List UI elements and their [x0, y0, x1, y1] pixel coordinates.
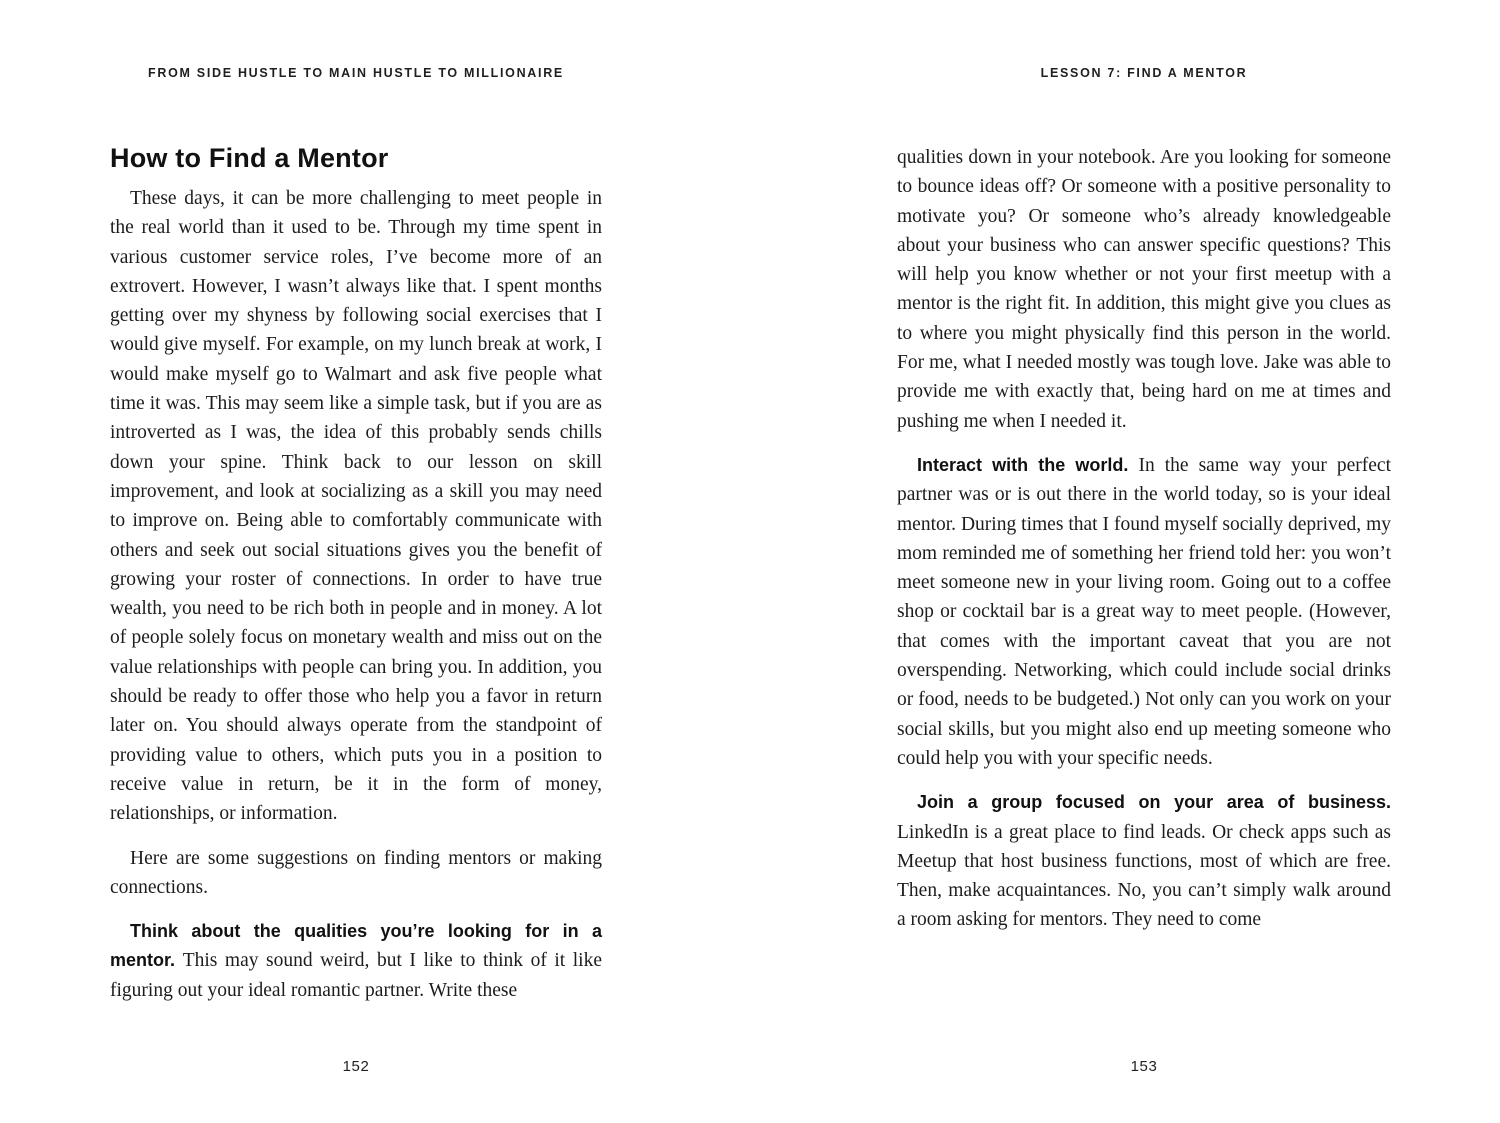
- right-page-content: [897, 143, 1391, 935]
- left-page: [110, 0, 602, 1123]
- left-page-content: [110, 143, 602, 1005]
- running-head-right: LESSON 7: FIND A MENTOR: [1040, 66, 1248, 80]
- paragraph: Here are some suggestions on finding mentors or making connections.: [110, 847, 602, 898]
- paragraph: Interact with the world. In the same way your perfect partner was or is out there in the world today, so is your ideal mentor. During times that I found myself socially deprived, my mom reminded me of something her friend told her: you won’t meet someone new in your living room. Going out to a coffee shop or cocktail bar is a great way to meet people. (However, that comes with the important caveat that you are not overspending. Networking, which could include social drinks or food, needs to be budgeted.) Not only can you work on your social skills, but you might also end up meeting someone who could help you with your specific needs.: [897, 454, 1391, 769]
- page-number-left: 152: [342, 1058, 370, 1075]
- paragraph-lead: Think about the qualities you’re looking for in a mentor.: [110, 921, 602, 971]
- left-page-body: [110, 184, 602, 1005]
- page-number-right: 153: [1130, 1058, 1158, 1075]
- paragraph-lead: Interact with the world.: [917, 454, 1139, 475]
- right-page-body: [897, 143, 1391, 935]
- paragraph: Join a group focused on your area of business. LinkedIn is a great place to find leads. Or check apps such as Meetup that host business functions, most of which are free. Then, make acquaintances. No, you can’t simply walk around a room asking for mentors. They need to come: [897, 792, 1391, 931]
- paragraph: These days, it can be more challenging to meet people in the real world than it used to be. Through my time spent in various customer service roles, I’ve become more of an extrovert. However, I wasn’t always like that. I spent months getting over my shyness by following social exercises that I would give myself. For example, on my lunch break at work, I would make myself go to Walmart and ask five people what time it was. This may seem like a simple task, but if you are as introverted as I was, the idea of this probably sends chills down your spine. Think back to our lesson on skill improvement, and look at socializing as a skill you may need to improve on. Being able to comfortably communicate with others and seek out social situations gives you the benefit of growing your roster of connections. In order to have true wealth, you need to be rich both in people and in money. A lot of people solely focus on monetary wealth and miss out on the value relationships with people can bring you. In addition, you should be ready to offer those who help you a favor in return later on. You should always operate from the standpoint of providing value to others, which puts you in a position to receive value in return, be it in the form of money, relationships, or information.: [110, 188, 602, 825]
- running-head-left: FROM SIDE HUSTLE TO MAIN HUSTLE TO MILLIONAIRE: [148, 66, 564, 80]
- right-page: [897, 0, 1391, 1123]
- paragraph-lead: Join a group focused on your area of business.: [917, 792, 1391, 813]
- chapter-title: How to Find a Mentor: [110, 143, 389, 173]
- paragraph: qualities down in your notebook. Are you looking for someone to bounce ideas off? Or someone with a positive personality to motivate you? Or someone who’s already knowledgeable about your business who can answer specific questions? This will help you know whether or not your first meetup with a mentor is the right fit. In addition, this might give you clues as to where you might physically find this person in the world. For me, what I needed mostly was tough love. Jake was able to provide me with exactly that, being hard on me at times and pushing me when I needed it.: [897, 147, 1391, 432]
- paragraph: Think about the qualities you’re looking for in a mentor. This may sound weird, but I like to think of it like figuring out your ideal romantic partner. Write these: [110, 921, 603, 1001]
